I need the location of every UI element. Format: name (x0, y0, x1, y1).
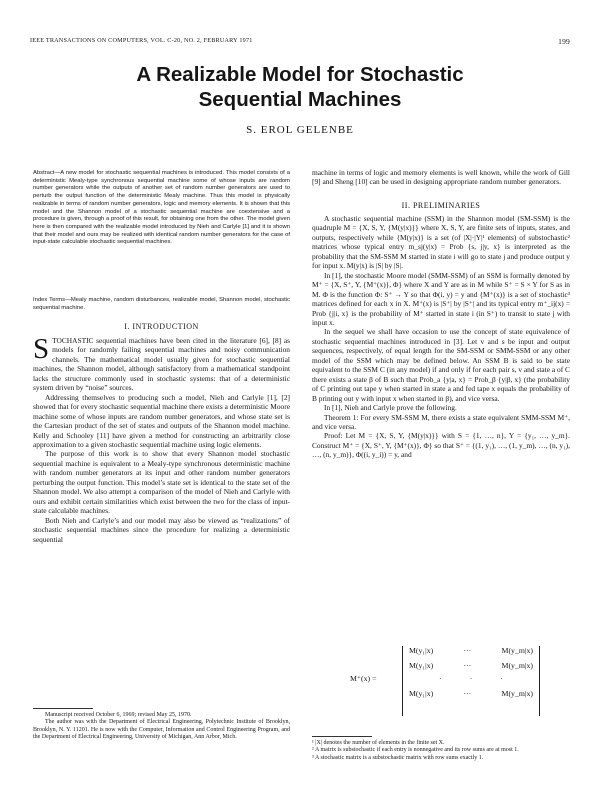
paragraph: In the sequel we shall have occasion to use the concept of state equivalence of stochastic sequential machines introduced in [3]. Let v and s be input and output sequences, respectively, of equal length for the SM-SSM or SMM-SSM or any other model of the SSM which may be defined below. An SSM B is said to be state equivalent to the SSM C (in any model) if and only if for each pair s, v and state a of C there exists a state β of B such that Prob_a {y|a, x} = Prob_β {y|β, x} (the probability of C printing out tape y when started in state a and fed tape x equals the probability of B printing out y with input x when started in β), and vice versa. (312, 327, 570, 403)
paper-title (0, 62, 600, 112)
footnote: The author was with the Department of Electrical Engineering, Polytechnic Institute of Brooklyn, Brooklyn, N. Y. 11201. He is now with the Computer, Information and Control Engineering Program, and the Department of Electrical Engineering, University of Michigan, Ann Arbor, Mich. (33, 719, 290, 741)
section-heading-preliminaries: II. PRELIMINARIES (401, 201, 481, 210)
title-line-1: A Realizable Model for Stochastic (136, 63, 464, 86)
paragraph: In [1], Nieh and Carlyle prove the following. (324, 403, 457, 413)
matrix-body (402, 646, 540, 716)
right-column-continuation: machine in terms of logic and memory elements is well known, while the work of Gill [9] and Sheng [10] can be used in designing appropriate random number generators. (312, 168, 570, 187)
theorem: Theorem 1: For every SM-SSM M, there exists a state equivalent SMM-SSM M⁺, and vice versa. (312, 412, 570, 431)
footnote-rule (312, 736, 372, 737)
title-line-2: Sequential Machines (198, 88, 402, 111)
paragraph: The purpose of this work is to show that every Shannon model stochastic sequential machine is equivalent to a Mealy-type synchronous deterministic machine with random number generators at its input and other random number generators perturbing the output function. This model’s state set is identical to the state set of the Shannon model. We also attempt a comparison of the model of Nieh and Carlyle with ours and exhibit certain similarities which exist between the two for the class of input-state calculable machines. (33, 449, 290, 516)
matrix-cell: ··· (463, 689, 472, 698)
matrix-cell: · (439, 674, 442, 683)
matrix-cell: M(y₁|x) (409, 689, 434, 698)
footnotes-right (312, 740, 570, 762)
paragraph: Both Nieh and Carlyle’s and our model may also be viewed as “realizations” of stochastic sequential machines since the procedure for realizing a deterministic sequential (33, 515, 290, 544)
matrix-cell: ··· (463, 646, 472, 655)
matrix-cell: M(y_m|x) (501, 689, 533, 698)
footnote: ³ A stochastic matrix is a substochastic matrix with row sums exactly 1. (312, 754, 484, 761)
paragraph: A stochastic sequential machine (SSM) in the Shannon model (SM-SSM) is the quadruple M = {X, S, Y, {M(y|x)}} where X, S, Y, are finite sets of inputs, states, and outputs, respectively while {M(y|x)} is a set (of |X|·|Y|¹ elements) of substochastic² matrices whose typical entry m_sj(y|x) = Prob {s, j|y, x} is interpreted as the probability that the SM-SSM M started in state i will go to state j and produce output y for input x. M(y|x) is |S| by |S|. (312, 214, 570, 271)
matrix-cell: · (500, 674, 503, 683)
page-number: 199 (558, 37, 570, 46)
index-terms: Index Terms—Mealy machine, random disturbances, realizable model, Shannon model, stochastic sequential machine. (33, 297, 290, 311)
matrix-cell: M(y_m|x) (501, 646, 533, 655)
abstract: Abstract—A new model for stochastic sequential machines is introduced. This model consists of a deterministic Mealy-type synchronous sequential machine some of whose inputs are random number generators while the outputs of another set of random number generators are used to perturb the output function of the deterministic Mealy machine. Thus this model is physically realizable in terms of random number generators, logic and memory elements. It is shown that this model and the Shannon model of a stochastic sequential machine are coextensive and a procedure is given, through a proof of this result, for obtaining one from the other. The model given here is then compared with the realizable model introduced by Nieh and Carlyle [1] and it is shown that their model and ours may be realized with identical random number generators for the case of input-state calculable stochastic sequential machines. (33, 170, 290, 246)
section-heading-introduction: I. INTRODUCTION (124, 322, 199, 331)
matrix-row (409, 689, 533, 698)
matrix-cell: ··· (463, 661, 472, 670)
drop-cap: S (33, 333, 50, 365)
journal-citation: IEEE TRANSACTIONS ON COMPUTERS, VOL. C-20, NO. 2, FEBRUARY 1971 (30, 37, 253, 44)
footnote-left (33, 712, 290, 742)
matrix-row (409, 661, 533, 670)
preliminaries-body (312, 214, 570, 460)
paragraph: Addressing themselves to producing such a model, Nieh and Carlyle [1], [2] showed that for every stochastic sequential machine there exists a deterministic Moore machine some of whose inputs are random number generators, and whose state set is the Cartesian product of the set of states and outputs of the Shannon model machine. Kelly and Schooley [11] have given a method for constructing an arbitrarily close approximation to a given stochastic sequential machine using logic elements. (33, 392, 290, 449)
paragraph: In [1], the stochastic Moore model (SMM-SSM) of an SSM is formally denoted by M⁺ = {X, S⁺, Y, {M⁺(x)}, Φ} where X and Y are as in M while S⁺ = S × Y for S as in M. Φ is the function Φ: S⁺ → Y so that Φ(i, y) = y and {M⁺(x)} is a set of stochastic³ matrices defined for each x in X. M⁺(x) is |S⁺| by |S⁺| and its typical entry m⁺_ij(x) = Prob {j|i, x} is the probability of M⁺ started in state i (in S⁺) to transit to state j with input x. (312, 270, 570, 327)
matrix-cell: M(y₁|x) (409, 661, 434, 670)
matrix-row (409, 646, 533, 655)
running-header (30, 37, 570, 47)
matrix-cell: · (469, 674, 473, 683)
matrix-cell: M(y₁|x) (409, 646, 434, 655)
author-name: S. EROL GELENBE (246, 124, 354, 136)
paragraph-text: TOCHASTIC sequential machines have been cited in the literature [6], [8] as models for randomly failing sequential machines and noisy communication channels. The mathematical model usually given for stochastic sequential machines, the Shannon model, although satisfactory from a mathematical standpoint lacks the structure commonly used in stochastic systems: that of a deterministic system driven by “noise” sources. (33, 336, 290, 393)
matrix-lhs: M⁺(x) = (350, 674, 377, 683)
footnote: Manuscript received October 6, 1969; revised May 25, 1970. (45, 712, 192, 718)
matrix-row (409, 674, 533, 683)
proof: Proof: Let M = {X, S, Y, {M(y|x)}} with S = {1, …, n}, Y = {y₁, …, y_m}. Construct M⁺ = {X, S⁺, Y, {M⁺(x)}, Φ} so that S⁺ = {(1, y₁), …, (1, y_m), …, (n, y₁), …, (n, y_m)}, Φ((i, y_i)) = y, and (312, 431, 570, 460)
paragraph (33, 333, 290, 393)
matrix-cell: M(y_m|x) (501, 661, 533, 670)
footnote-rule (33, 708, 93, 709)
introduction-body (33, 333, 290, 544)
matrix-equation (350, 646, 550, 718)
footnote: ² A matrix is substochastic if each entry is nonnegative and its row sums are at most 1. (312, 747, 519, 754)
footnote: ¹ |X| denotes the number of elements in the finite set X. (312, 740, 445, 746)
